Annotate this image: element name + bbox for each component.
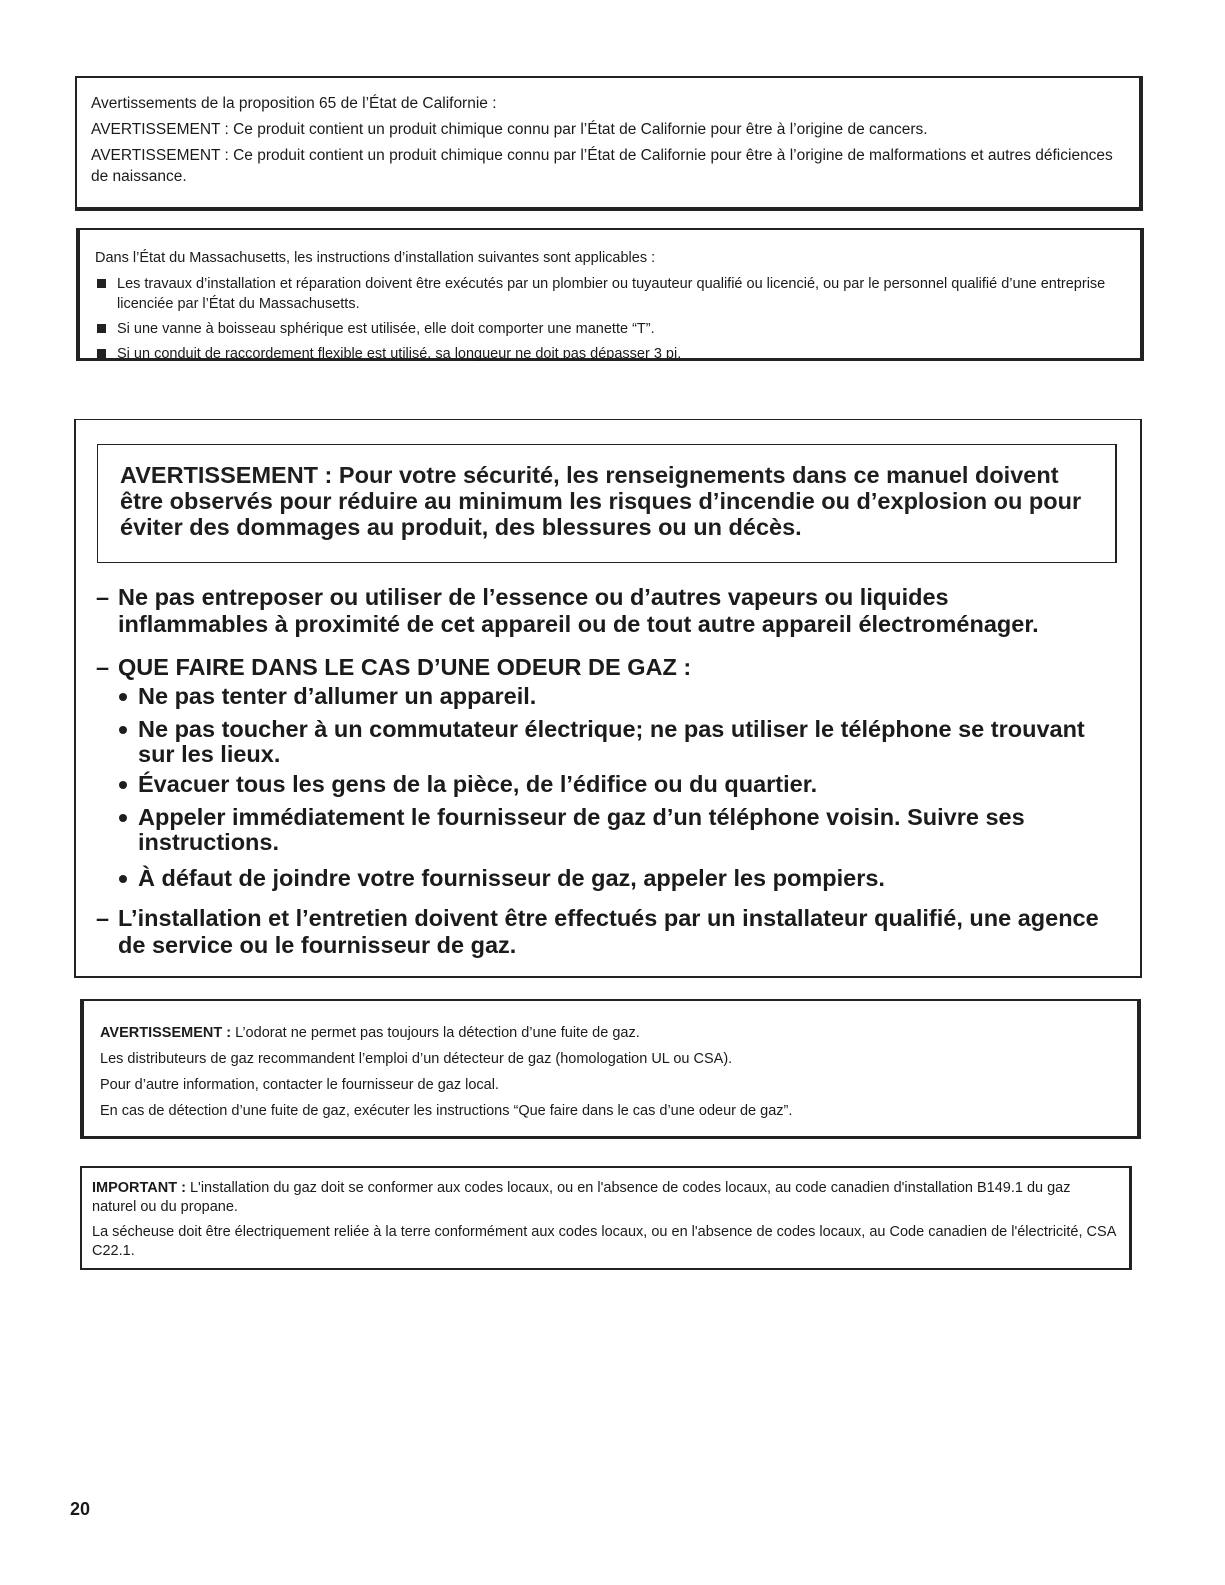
gas-odor-step <box>116 866 1101 891</box>
prop65-warning-birth-defects: AVERTISSEMENT : Ce produit contient un produit chimique connu par l’État de Californie pour être à l’origine de malformations et autres déficiences de naissance. <box>91 147 1113 185</box>
warning-dash-item-installation <box>90 905 1100 959</box>
square-bullet-icon <box>97 349 106 358</box>
warning-label: AVERTISSEMENT : <box>100 1025 232 1041</box>
massachusetts-box <box>76 228 1144 361</box>
list-item <box>95 319 1124 339</box>
gas-odor-step <box>116 684 1101 709</box>
gas-leak-instructions: En cas de détection d’une fuite de gaz, exécuter les instructions “Que faire dans le cas d’une odeur de gaz”. <box>100 1103 793 1119</box>
square-bullet-icon <box>97 279 106 288</box>
gas-detector-recommendation: Les distributeurs de gaz recommandent l’emploi d’un détecteur de gaz (homologation UL ou CSA). <box>100 1051 733 1067</box>
gas-supplier-contact: Pour d’autre information, contacter le fournisseur de gaz local. <box>100 1077 499 1093</box>
gas-detection-box <box>80 999 1141 1139</box>
gas-odor-step-text: Ne pas tenter d’allumer un appareil. <box>138 683 537 709</box>
gas-detection-line <box>100 1023 1121 1043</box>
dash-item-text: QUE FAIRE DANS LE CAS D’UNE ODEUR DE GAZ : <box>118 654 692 680</box>
gas-odor-step-text: Évacuer tous les gens de la pièce, de l’édifice ou du quartier. <box>138 771 818 797</box>
main-warning-box <box>74 419 1142 978</box>
dash-icon: – <box>96 584 110 610</box>
gas-odor-step-text: À défaut de joindre votre fournisseur de gaz, appeler les pompiers. <box>138 865 885 891</box>
round-bullet-icon <box>119 726 127 734</box>
list-item-text: Les travaux d’installation et réparation doivent être exécutés par un plombier ou tuyauteur qualifié ou licencié, ou par le personnel qualifié d’une entreprise licenciée par l’État du Massachusetts. <box>117 276 1106 312</box>
important-gas-code-text: L'installation du gaz doit se conformer aux codes locaux, ou en l'absence de codes locaux, au code canadien d'installation B149.1 du gaz naturel ou du propane. <box>92 1180 1071 1215</box>
warning-dash-item-gas-odor <box>90 654 1100 681</box>
gas-odor-step <box>116 717 1101 767</box>
safety-warning-header: AVERTISSEMENT : Pour votre sécurité, les renseignements dans ce manuel doivent être observés pour réduire au minimum les risques d’incendie ou d’explosion ou pour éviter des dommages au produit, des blessures ou un décès. <box>97 444 1117 563</box>
list-item <box>95 344 1124 364</box>
massachusetts-intro: Dans l’État du Massachusetts, les instructions d’installation suivantes sont applicables : <box>95 250 656 266</box>
list-item-text: Si un conduit de raccordement flexible est utilisé, sa longueur ne doit pas dépasser 3 pi. <box>117 346 682 362</box>
gas-odor-step-text: Ne pas toucher à un commutateur électrique; ne pas utiliser le téléphone se trouvant sur les lieux. <box>138 716 1085 767</box>
prop65-warning-cancer: AVERTISSEMENT : Ce produit contient un produit chimique connu par l’État de Californie pour être à l’origine de cancers. <box>91 121 928 138</box>
gas-detection-text: L’odorat ne permet pas toujours la détection d’une fuite de gaz. <box>231 1025 640 1041</box>
important-box <box>80 1166 1132 1270</box>
dash-icon: – <box>96 905 110 931</box>
important-gas-code <box>92 1179 1117 1216</box>
dash-icon: – <box>96 654 110 680</box>
gas-odor-step <box>116 772 1101 797</box>
warning-dash-item-flammables <box>90 584 1100 638</box>
list-item <box>95 274 1124 314</box>
prop65-heading: Avertissements de la proposition 65 de l’État de Californie : <box>91 95 497 112</box>
important-grounding: La sécheuse doit être électriquement reliée à la terre conformément aux codes locaux, ou en l'absence de codes locaux, au Code canadien de l'électricité, CSA C22.1. <box>92 1224 1116 1259</box>
gas-odor-step <box>116 805 1101 855</box>
round-bullet-icon <box>119 875 127 883</box>
round-bullet-icon <box>119 814 127 822</box>
massachusetts-list <box>95 274 1124 364</box>
round-bullet-icon <box>119 693 127 701</box>
dash-item-text: L’installation et l’entretien doivent être effectués par un installateur qualifié, une agence de service ou le fournisseur de gaz. <box>118 905 1099 958</box>
page-number: 20 <box>70 1499 91 1519</box>
round-bullet-icon <box>119 781 127 789</box>
important-label: IMPORTANT : <box>92 1180 186 1196</box>
square-bullet-icon <box>97 324 106 333</box>
prop65-warning-box <box>75 76 1143 211</box>
list-item-text: Si une vanne à boisseau sphérique est utilisée, elle doit comporter une manette “T”. <box>117 321 655 337</box>
gas-odor-step-text: Appeler immédiatement le fournisseur de gaz d’un téléphone voisin. Suivre ses instructions. <box>138 804 1025 855</box>
dash-item-text: Ne pas entreposer ou utiliser de l’essence ou d’autres vapeurs ou liquides inflammables à proximité de cet appareil ou de tout autre appareil électroménager. <box>118 584 1039 637</box>
